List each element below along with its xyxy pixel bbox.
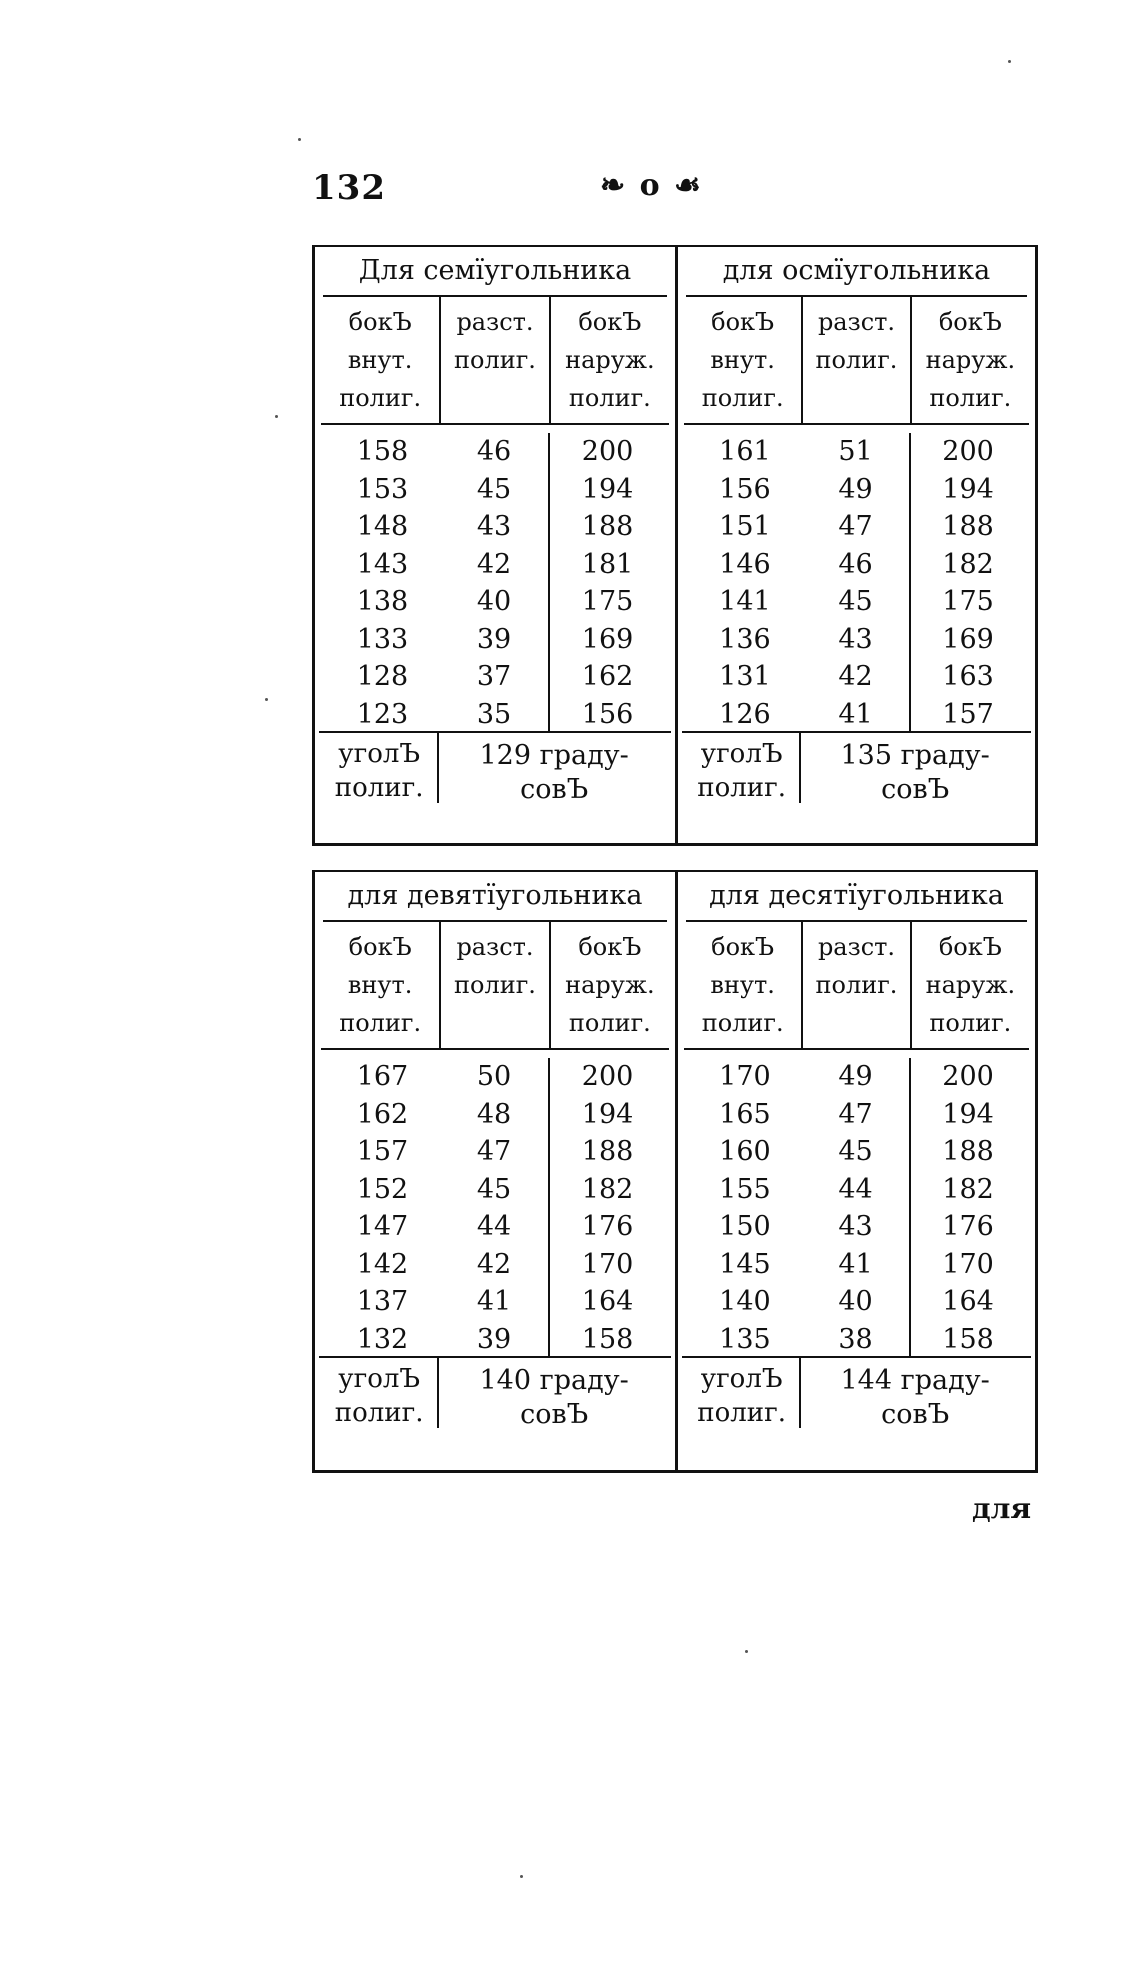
table-cell: 188 bbox=[942, 511, 994, 542]
table-cell: 175 bbox=[581, 586, 634, 617]
table-cell: 42 bbox=[440, 1246, 550, 1284]
header-outer-side: бокЪ наруж. полиг. bbox=[565, 308, 655, 412]
table-cell: 126 bbox=[719, 698, 771, 730]
table-cell: 47 bbox=[802, 508, 911, 546]
table-row bbox=[688, 583, 1025, 621]
table-heptagon bbox=[315, 247, 675, 843]
table-cell: 45 bbox=[440, 1171, 550, 1209]
table-row bbox=[325, 1208, 665, 1246]
table-cell: 137 bbox=[356, 1286, 409, 1317]
angle-value: 144 граду- совЪ bbox=[840, 1365, 990, 1430]
table-cell: 167 bbox=[356, 1061, 409, 1092]
table-title: Для семїугольника bbox=[323, 247, 667, 297]
table-cell: 182 bbox=[942, 548, 994, 580]
table-cell: 170 bbox=[942, 1248, 994, 1280]
table-block-bottom bbox=[312, 870, 1038, 1473]
table-cell: 155 bbox=[719, 1173, 771, 1205]
table-row bbox=[325, 508, 665, 546]
table-cell: 141 bbox=[719, 586, 771, 617]
table-cell: 43 bbox=[802, 621, 911, 659]
table-cell: 145 bbox=[719, 1248, 771, 1280]
table-cell: 132 bbox=[356, 1323, 409, 1355]
table-cell: 135 bbox=[719, 1323, 771, 1355]
table-cell: 175 bbox=[942, 586, 994, 617]
table-cell: 37 bbox=[440, 658, 550, 696]
ornament: ❧ o ☙ bbox=[600, 168, 703, 203]
data-rows bbox=[682, 1050, 1031, 1358]
table-cell: 158 bbox=[942, 1323, 994, 1355]
header-outer-side: бокЪ наруж. полиг. bbox=[565, 933, 655, 1037]
table-cell: 176 bbox=[942, 1211, 994, 1242]
table-cell: 133 bbox=[356, 623, 409, 655]
column-headers bbox=[321, 297, 669, 425]
header-distance: разст. полиг. bbox=[801, 922, 911, 1048]
table-cell: 47 bbox=[802, 1096, 911, 1134]
table-row bbox=[688, 696, 1025, 734]
table-cell: 140 bbox=[719, 1286, 771, 1317]
table-row bbox=[325, 696, 665, 734]
table-row bbox=[325, 1321, 665, 1359]
table-row bbox=[688, 1133, 1025, 1171]
table-cell: 161 bbox=[719, 436, 771, 467]
angle-value: 129 граду- совЪ bbox=[479, 740, 629, 805]
table-cell: 40 bbox=[440, 583, 550, 621]
table-cell: 51 bbox=[802, 433, 911, 471]
table-cell: 194 bbox=[581, 473, 634, 505]
table-row bbox=[688, 1283, 1025, 1321]
table-cell: 43 bbox=[802, 1208, 911, 1246]
table-cell: 43 bbox=[440, 508, 550, 546]
table-row bbox=[325, 1133, 665, 1171]
table-cell: 157 bbox=[942, 698, 994, 730]
angle-row bbox=[321, 733, 669, 803]
table-cell: 160 bbox=[719, 1136, 771, 1167]
table-cell: 182 bbox=[581, 1173, 634, 1205]
table-cell: 128 bbox=[356, 661, 409, 692]
table-nonagon bbox=[315, 872, 675, 1470]
table-cell: 169 bbox=[581, 623, 634, 655]
table-cell: 44 bbox=[440, 1208, 550, 1246]
header-inner-side: бокЪ внут. полиг. bbox=[701, 308, 784, 412]
header-inner-side: бокЪ внут. полиг. bbox=[339, 308, 422, 412]
table-title: для девятїугольника bbox=[323, 872, 667, 922]
header-outer-side: бокЪ наруж. полиг. bbox=[925, 933, 1016, 1037]
table-cell: 156 bbox=[581, 698, 634, 730]
table-title: для осмїугольника bbox=[686, 247, 1027, 297]
table-row bbox=[688, 1246, 1025, 1284]
table-cell: 151 bbox=[719, 511, 771, 542]
table-cell: 176 bbox=[581, 1211, 634, 1242]
header-distance: разст. полиг. bbox=[801, 297, 911, 423]
table-cell: 188 bbox=[581, 1136, 634, 1167]
table-cell: 47 bbox=[440, 1133, 550, 1171]
table-cell: 45 bbox=[802, 1133, 911, 1171]
table-row bbox=[688, 546, 1025, 584]
table-cell: 163 bbox=[942, 661, 994, 692]
table-row bbox=[688, 508, 1025, 546]
table-cell: 143 bbox=[356, 548, 409, 580]
table-cell: 182 bbox=[942, 1173, 994, 1205]
table-row bbox=[688, 1208, 1025, 1246]
table-cell: 157 bbox=[356, 1136, 409, 1167]
table-row bbox=[688, 1058, 1025, 1096]
angle-label: уголЪ полиг. bbox=[684, 733, 801, 803]
table-octagon bbox=[675, 247, 1035, 843]
table-cell: 164 bbox=[942, 1286, 994, 1317]
table-cell: 148 bbox=[356, 511, 409, 542]
table-block-top bbox=[312, 245, 1038, 846]
column-headers bbox=[684, 297, 1029, 425]
table-cell: 147 bbox=[356, 1211, 409, 1242]
table-title: для десятїугольника bbox=[686, 872, 1027, 922]
table-cell: 136 bbox=[719, 623, 771, 655]
table-cell: 188 bbox=[581, 511, 634, 542]
table-row bbox=[688, 621, 1025, 659]
table-row bbox=[325, 583, 665, 621]
table-cell: 142 bbox=[356, 1248, 409, 1280]
table-cell: 42 bbox=[802, 658, 911, 696]
table-cell: 169 bbox=[942, 623, 994, 655]
table-cell: 200 bbox=[581, 436, 634, 467]
table-cell: 41 bbox=[802, 696, 911, 734]
table-cell: 45 bbox=[440, 471, 550, 509]
table-row bbox=[688, 1096, 1025, 1134]
angle-row bbox=[321, 1358, 669, 1428]
table-row bbox=[688, 1171, 1025, 1209]
table-cell: 194 bbox=[942, 1098, 994, 1130]
header-distance: разст. полиг. bbox=[439, 297, 550, 423]
table-row bbox=[325, 471, 665, 509]
table-cell: 150 bbox=[719, 1211, 771, 1242]
table-cell: 131 bbox=[719, 661, 771, 692]
table-cell: 188 bbox=[942, 1136, 994, 1167]
table-row bbox=[325, 546, 665, 584]
data-rows bbox=[682, 425, 1031, 733]
table-cell: 156 bbox=[719, 473, 771, 505]
table-row bbox=[325, 1058, 665, 1096]
table-cell: 35 bbox=[440, 696, 550, 734]
table-cell: 49 bbox=[802, 471, 911, 509]
data-rows bbox=[319, 1050, 671, 1358]
catchword: для bbox=[972, 1492, 1032, 1525]
table-cell: 48 bbox=[440, 1096, 550, 1134]
table-cell: 146 bbox=[719, 548, 771, 580]
table-cell: 42 bbox=[440, 546, 550, 584]
table-row bbox=[688, 1321, 1025, 1359]
table-row bbox=[325, 1283, 665, 1321]
table-cell: 162 bbox=[356, 1098, 409, 1130]
table-row bbox=[325, 658, 665, 696]
table-cell: 40 bbox=[802, 1283, 911, 1321]
angle-label: уголЪ полиг. bbox=[321, 1358, 439, 1428]
table-cell: 194 bbox=[942, 473, 994, 505]
table-cell: 41 bbox=[440, 1283, 550, 1321]
angle-value: 135 граду- совЪ bbox=[840, 740, 990, 805]
angle-value: 140 граду- совЪ bbox=[479, 1365, 629, 1430]
table-cell: 138 bbox=[356, 586, 409, 617]
table-row bbox=[688, 471, 1025, 509]
table-cell: 162 bbox=[581, 661, 634, 692]
table-cell: 41 bbox=[802, 1246, 911, 1284]
table-row bbox=[325, 433, 665, 471]
table-cell: 152 bbox=[356, 1173, 409, 1205]
angle-row bbox=[684, 1358, 1029, 1428]
table-cell: 50 bbox=[440, 1058, 550, 1096]
page-number: 132 bbox=[312, 168, 386, 208]
table-cell: 46 bbox=[802, 546, 911, 584]
table-cell: 158 bbox=[356, 436, 409, 467]
angle-label: уголЪ полиг. bbox=[684, 1358, 801, 1428]
table-cell: 170 bbox=[581, 1248, 634, 1280]
table-cell: 200 bbox=[942, 1061, 994, 1092]
table-row bbox=[325, 1246, 665, 1284]
data-rows bbox=[319, 425, 671, 733]
angle-label: уголЪ полиг. bbox=[321, 733, 439, 803]
header-inner-side: бокЪ внут. полиг. bbox=[701, 933, 784, 1037]
table-cell: 123 bbox=[356, 698, 409, 730]
table-row bbox=[688, 658, 1025, 696]
column-headers bbox=[321, 922, 669, 1050]
table-cell: 164 bbox=[581, 1286, 634, 1317]
table-cell: 39 bbox=[440, 621, 550, 659]
table-cell: 44 bbox=[802, 1171, 911, 1209]
table-row bbox=[325, 1171, 665, 1209]
header-distance: разст. полиг. bbox=[439, 922, 550, 1048]
table-row bbox=[325, 1096, 665, 1134]
angle-row bbox=[684, 733, 1029, 803]
table-cell: 158 bbox=[581, 1323, 634, 1355]
table-cell: 38 bbox=[802, 1321, 911, 1359]
table-row bbox=[688, 433, 1025, 471]
table-decagon bbox=[675, 872, 1035, 1470]
table-row bbox=[325, 621, 665, 659]
table-cell: 200 bbox=[942, 436, 994, 467]
table-cell: 153 bbox=[356, 473, 409, 505]
header-inner-side: бокЪ внут. полиг. bbox=[339, 933, 422, 1037]
table-cell: 170 bbox=[719, 1061, 771, 1092]
table-cell: 200 bbox=[581, 1061, 634, 1092]
table-cell: 165 bbox=[719, 1098, 771, 1130]
table-cell: 194 bbox=[581, 1098, 634, 1130]
header-outer-side: бокЪ наруж. полиг. bbox=[925, 308, 1016, 412]
table-cell: 181 bbox=[581, 548, 634, 580]
table-cell: 45 bbox=[802, 583, 911, 621]
table-cell: 39 bbox=[440, 1321, 550, 1359]
column-headers bbox=[684, 922, 1029, 1050]
table-cell: 49 bbox=[802, 1058, 911, 1096]
table-cell: 46 bbox=[440, 433, 550, 471]
